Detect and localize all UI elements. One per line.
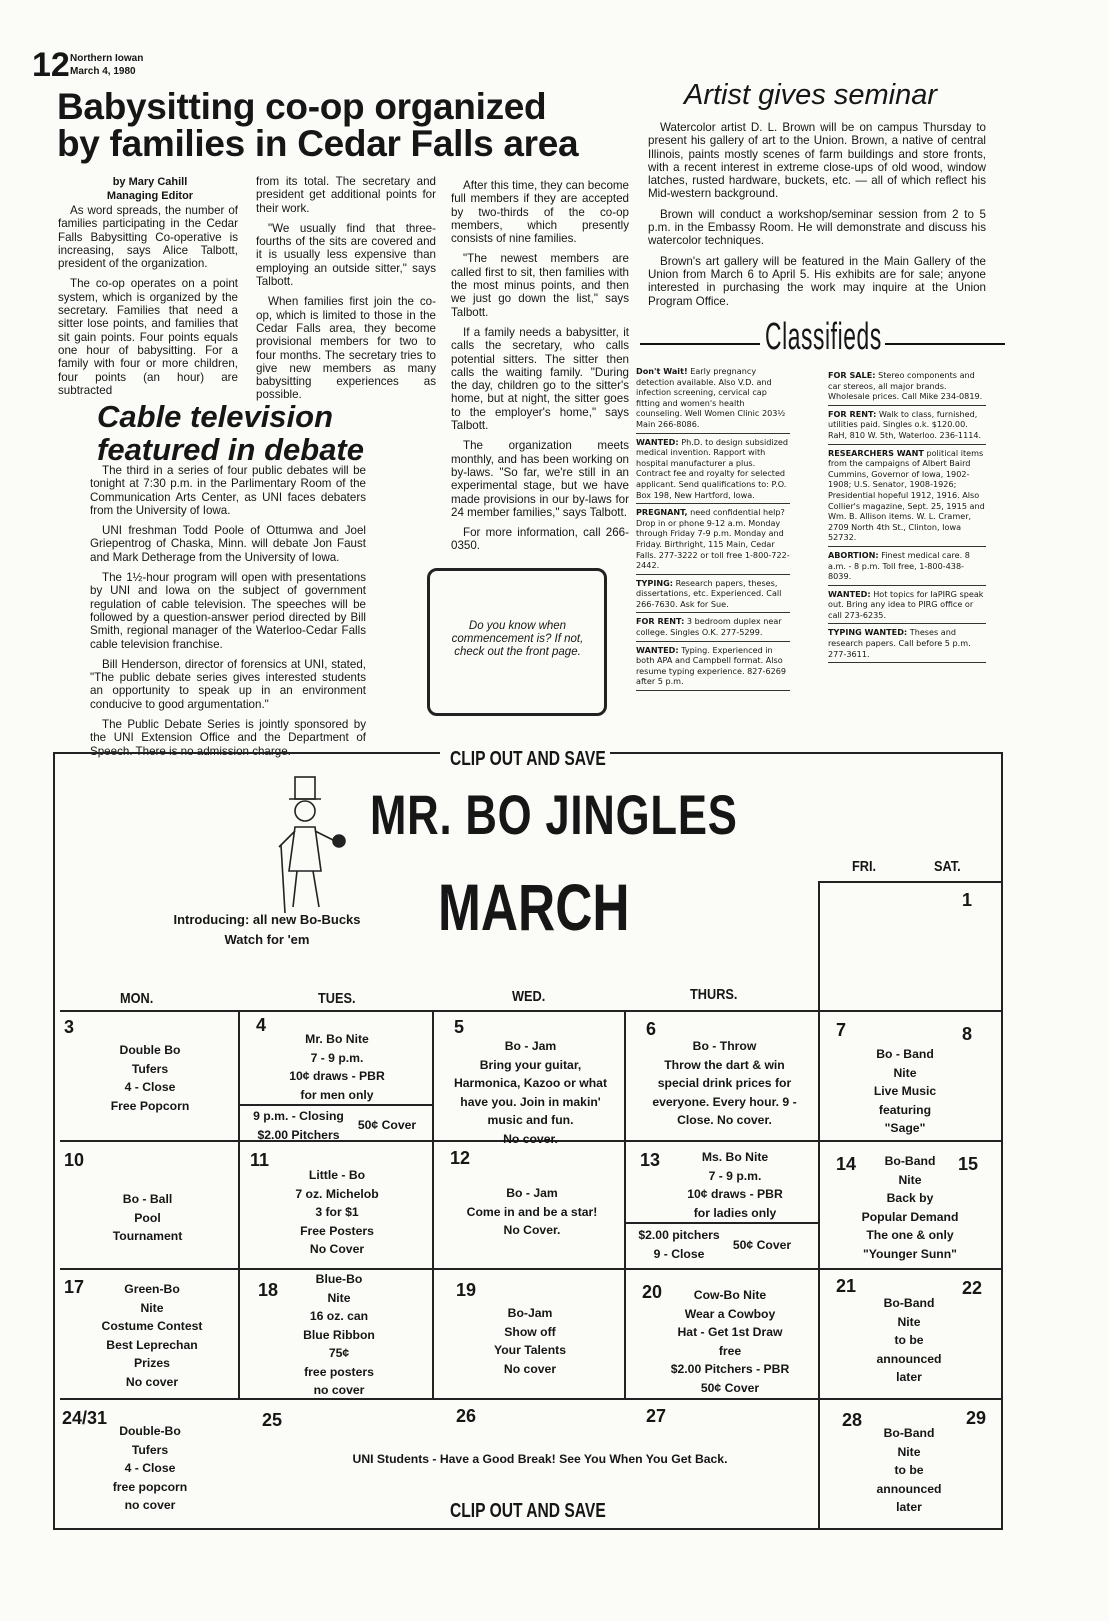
- grid-line: [818, 881, 1003, 883]
- paragraph: "The newest members are called first to sit, then families with the most minus points, and then we just go down the list," says Talbott.: [451, 252, 629, 319]
- event-march-24-31: Double-Bo Tufers 4 - Close free popcorn no cover: [112, 1424, 188, 1512]
- author-name: by Mary Cahill: [112, 176, 188, 188]
- paragraph: If a family needs a babysitter, it calls the secretary, who calls potential sitters. The sitter then calls the waiting family. "During the day, children go to the sitter's home, but at night, the sitter goes to the employer's home," says Talbott.: [451, 325, 629, 433]
- grid-line: [60, 1268, 1003, 1270]
- date-27: 27: [646, 1406, 667, 1426]
- date-24-31: 24/31: [62, 1408, 108, 1428]
- date-25: 25: [262, 1410, 283, 1430]
- paragraph: Brown's art gallery will be featured in the Main Gallery of the Union from March 6 to April 5. His exhibits are for sale; anyone interested in purchasing the work may inquire at the Union Program Office.: [648, 254, 986, 308]
- grid-line: [238, 1010, 240, 1398]
- cable-headline-line-2: featured in debate: [97, 432, 364, 467]
- date-20: 20: [642, 1282, 663, 1302]
- event-march-4-extra: 9 p.m. - Closing $2.00 Pitchers: [253, 1109, 344, 1142]
- bo-bucks-intro: [162, 910, 372, 950]
- publication-date: March 4, 1980: [70, 66, 136, 77]
- date-26: 26: [456, 1406, 477, 1426]
- event-march-17: Green-Bo Nite Costume Contest Best Leprechan Prizes No cover: [101, 1282, 203, 1389]
- commencement-note: Do you know when commencement is? If not, check out the front page.: [451, 620, 584, 658]
- coop-column-2: [256, 175, 436, 409]
- grid-line: [60, 1398, 1003, 1400]
- day-header-mon: MON.: [120, 990, 154, 1007]
- date-19: 19: [456, 1280, 477, 1300]
- date-14: 14: [836, 1154, 857, 1174]
- event-march-14-15: Bo-Band Nite Back by Popular Demand The one & only "Younger Sunn": [861, 1154, 959, 1261]
- date-22: 22: [962, 1278, 983, 1298]
- event-march-11: Little - Bo 7 oz. Michelob 3 for $1 Free Posters No Cover: [295, 1168, 379, 1256]
- event-march-7-8: Bo - Band Nite Live Music featuring "Sage": [873, 1047, 937, 1135]
- date-7: 7: [836, 1020, 847, 1040]
- event-march-20: Cow-Bo Nite Wear a Cowboy Hat - Get 1st Draw free $2.00 Pitchers - PBR 50¢ Cover: [670, 1288, 790, 1395]
- paragraph: For more information, call 266-0350.: [451, 526, 629, 553]
- classified-ad: WANTED: Hot topics for IaPIRG speak out. Bring any idea to PIRG office or call 273-6235.: [828, 589, 986, 625]
- date-15: 15: [958, 1154, 979, 1174]
- day-header-fri: FRI.: [852, 858, 877, 875]
- grid-line: [432, 1010, 434, 1398]
- event-march-13-extra: $2.00 pitchers 9 - Close: [638, 1228, 720, 1261]
- event-march-4-cover: 50¢ Cover: [357, 1118, 417, 1132]
- event-march-21-22: Bo-Band Nite to be announced later: [876, 1296, 942, 1384]
- date-21: 21: [836, 1276, 857, 1296]
- date-11: 11: [250, 1150, 270, 1170]
- event-march-4: Mr. Bo Nite 7 - 9 p.m. 10¢ draws - PBR for men only: [289, 1032, 385, 1102]
- event-march-18: Blue-Bo Nite 16 oz. can Blue Ribbon 75¢ free posters no cover: [303, 1272, 375, 1397]
- day-header-tue: TUES.: [318, 990, 356, 1007]
- paragraph: As word spreads, the number of families participating in the Cedar Falls Babysitting Co-operative is increasing, says Alice Talbott, president of the organization.: [58, 204, 238, 271]
- date-28: 28: [842, 1410, 863, 1430]
- grid-line: [238, 1104, 432, 1106]
- paragraph: The co-op operates on a point system, which is organized by the secretary. Families that need a sitter lose points, and families that sit gain points. Four points equals one hour of babysitting. For a family with four or more children, four points (an hour) are subtracted: [58, 277, 238, 397]
- break-note: UNI Students - Have a Good Break! See You When You Get Back.: [352, 1452, 728, 1466]
- date-6: 6: [646, 1019, 657, 1039]
- paragraph: When families first join the co-op, which is limited to those in the Cedar Falls area, they become provisional members for two to four months. The secretary tries to give new members as many babysitting experiences as possible.: [256, 295, 436, 402]
- date-29: 29: [966, 1408, 987, 1428]
- coop-headline-line-1: Babysitting co-op organized: [57, 86, 547, 127]
- author-title: Managing Editor: [106, 190, 194, 202]
- date-8: 8: [962, 1024, 973, 1044]
- coop-column-1: [58, 204, 238, 404]
- paragraph: Bill Henderson, director of forensics at UNI, stated, "The public debate series gives interested students an opportunity to speak up in an environment conducive to good argumentation.": [90, 657, 366, 711]
- classified-ad: TYPING WANTED: Theses and research papers. Call before 5 p.m. 277-3611.: [828, 627, 986, 663]
- event-march-13: Ms. Bo Nite 7 - 9 p.m. 10¢ draws - PBR for ladies only: [687, 1150, 783, 1220]
- paragraph: After this time, they can become full members if they are accepted by two-thirds of the co-op members, which presently consists of nine families.: [451, 179, 629, 246]
- publication-info: [70, 52, 143, 78]
- clip-out-bottom: CLIP OUT AND SAVE: [450, 1500, 606, 1522]
- coop-headline: [57, 88, 617, 162]
- paragraph: The 1½-hour program will open with presentations by UNI and Iowa on the subject of government regulation of cable television. The speeches will be followed by a question-answer period directed by Bill Smith, regional manager of the Waterloo-Cedar Falls cable television franchise.: [90, 571, 366, 651]
- artist-body: [648, 121, 986, 315]
- event-march-28-29: Bo-Band Nite to be announced later: [876, 1426, 942, 1514]
- classified-ad: WANTED: Ph.D. to design subsidized medical invention. Rapport with hospital manufacturer a plus. Contract fee and royalty for selected applicant. Send qualifications to: P.O. Box 198, New Hartford, Iowa.: [636, 437, 790, 505]
- cable-headline: [97, 400, 397, 466]
- event-march-13-cover: 50¢ Cover: [732, 1238, 792, 1252]
- event-march-12: Bo - Jam Come in and be a star! No Cover.: [466, 1186, 598, 1237]
- classified-ad: ABORTION: Finest medical care. 8 a.m. - 8 p.m. Toll free, 1-800-438-8039.: [828, 550, 986, 586]
- date-13: 13: [640, 1150, 661, 1170]
- calendar-title: MR. BO JINGLES: [370, 783, 738, 846]
- paragraph: UNI freshman Todd Poole of Ottumwa and Joel Griepentrog of Chaska, Minn. will debate Jon Faust and Mark Detherage from the University of Iowa.: [90, 524, 366, 564]
- classified-ad: TYPING: Research papers, theses, dissertations, etc. Experienced. Call 266-7630. Ask for Sue.: [636, 578, 790, 614]
- clip-out-top: CLIP OUT AND SAVE: [450, 748, 606, 770]
- publication-name: Northern Iowan: [70, 53, 144, 64]
- classified-ad: Don't Wait! Early pregnancy detection available. Also V.D. and infection screening, cervical cap fitting and women's health counseling. Well Women Clinic 203½ Main 266-8086.: [636, 366, 790, 434]
- page-number: 12: [32, 46, 70, 84]
- date-10: 10: [64, 1150, 85, 1170]
- cable-body: [90, 464, 366, 765]
- classified-ad: WANTED: Typing. Experienced in both APA and Campbell format. Also resume typing experience. 827-6269 after 5 p.m.: [636, 645, 790, 691]
- artist-headline: Artist gives seminar: [684, 79, 938, 111]
- classifieds-heading: Classifieds: [765, 316, 882, 358]
- mascot-illustration: [275, 775, 355, 915]
- event-march-10: Bo - Ball Pool Tournament: [112, 1192, 183, 1243]
- calendar-month: MARCH: [438, 870, 630, 944]
- paragraph: Watercolor artist D. L. Brown will be on campus Thursday to present his gallery of art to the Union. Brown, a native of central Illinois, paints mostly scenes of farm buildings and store fronts, with a recent interest in extreme close-ups of old wood, window latches, rusted hardware, buckets, etc. — all of which reflect his Mid-western background.: [648, 121, 986, 201]
- event-march-3: Double Bo Tufers 4 - Close Free Popcorn: [110, 1043, 190, 1113]
- paragraph: The Public Debate Series is jointly sponsored by the UNI Extension Office and the Department of Speech. There is no admission charge.: [90, 718, 366, 758]
- date-1: 1: [962, 890, 973, 910]
- classifieds-column-right: [828, 370, 986, 666]
- grid-line: [818, 881, 820, 1529]
- event-march-19: Bo-Jam Show off Your Talents No cover: [493, 1306, 566, 1376]
- coop-column-3: [451, 179, 629, 560]
- paragraph: "We usually find that three-fourths of the sits are covered and it is usually less expensive than employing an outside sitter," says Talbott.: [256, 221, 436, 289]
- cable-headline-line-1: Cable television: [97, 399, 334, 434]
- classified-ad: FOR RENT: Walk to class, furnished, utilities paid. Singles o.k. $120.00. RaH, 810 W. 5th, Waterloo. 236-1114.: [828, 409, 986, 445]
- intro-line-1: Introducing: all new Bo-Bucks: [173, 912, 361, 927]
- classified-ad: PREGNANT, need confidential help? Drop in or phone 9-12 a.m. Monday through Friday 7-9 p.m. Monday and Friday. Birthright, 115 Main, Cedar Falls. 277-3222 or toll free 1-800-722-2442.: [636, 507, 790, 575]
- paragraph: The third in a series of four public debates will be tonight at 7:30 p.m. in the Parlimentary Room of the Communication Arts Center, as UNI faces debaters from the University of Iowa.: [90, 464, 366, 517]
- intro-line-2: Watch for 'em: [224, 932, 310, 947]
- paragraph: The organization meets monthly, and has been working on by-laws. "So far, we're still in an experimental stage, but we have made provisions in our by-laws for 24 member families," says Talbott.: [451, 439, 629, 519]
- date-17: 17: [64, 1277, 85, 1297]
- classifieds-rule-right: [885, 343, 1005, 345]
- event-march-6: Bo - Throw Throw the dart & win special drink prices for everyone. Every hour. 9 - Close. No cover.: [652, 1039, 797, 1127]
- grid-line: [624, 1222, 818, 1224]
- classified-ad: FOR RENT: 3 bedroom duplex near college. Singles O.K. 277-5299.: [636, 616, 790, 641]
- day-header-sat: SAT.: [934, 858, 961, 875]
- byline: [60, 175, 240, 203]
- date-5: 5: [454, 1017, 465, 1037]
- coop-headline-line-2: by families in Cedar Falls area: [57, 123, 579, 164]
- date-4: 4: [256, 1015, 267, 1035]
- classifieds-column-left: [636, 366, 790, 694]
- grid-line: [624, 1010, 626, 1398]
- grid-line: [60, 1010, 1003, 1012]
- day-header-wed: WED.: [512, 988, 546, 1005]
- paragraph: from its total. The secretary and president get additional points for their work.: [256, 175, 436, 215]
- event-march-5: Bo - Jam Bring your guitar, Harmonica, Kazoo or what have you. Join in makin' music and fun. No cover.: [453, 1039, 608, 1146]
- classified-ad: RESEARCHERS WANT political items from the campaigns of Albert Baird Cummins, Governor of Iowa, 1902-1908; U.S. Senator, 1908-1926; Presidential hopeful 1912, 1916. Also Collier's magazine, Sept. 25, 1915 and Wm. B. Allison items. W. L. Cramer, 2709 North 4th St., Clinton, Iowa 52732.: [828, 448, 986, 547]
- date-12: 12: [450, 1148, 471, 1168]
- date-3: 3: [64, 1017, 75, 1037]
- date-18: 18: [258, 1280, 279, 1300]
- paragraph: Brown will conduct a workshop/seminar session from 2 to 5 p.m. in the Embassy Room. He will demonstrate and discuss his watercolor techniques.: [648, 207, 986, 248]
- classified-ad: FOR SALE: Stereo components and car stereos, all major brands. Wholesale prices. Call Mike 234-0819.: [828, 370, 986, 406]
- day-header-thu: THURS.: [690, 986, 738, 1003]
- classifieds-rule-left: [640, 343, 760, 345]
